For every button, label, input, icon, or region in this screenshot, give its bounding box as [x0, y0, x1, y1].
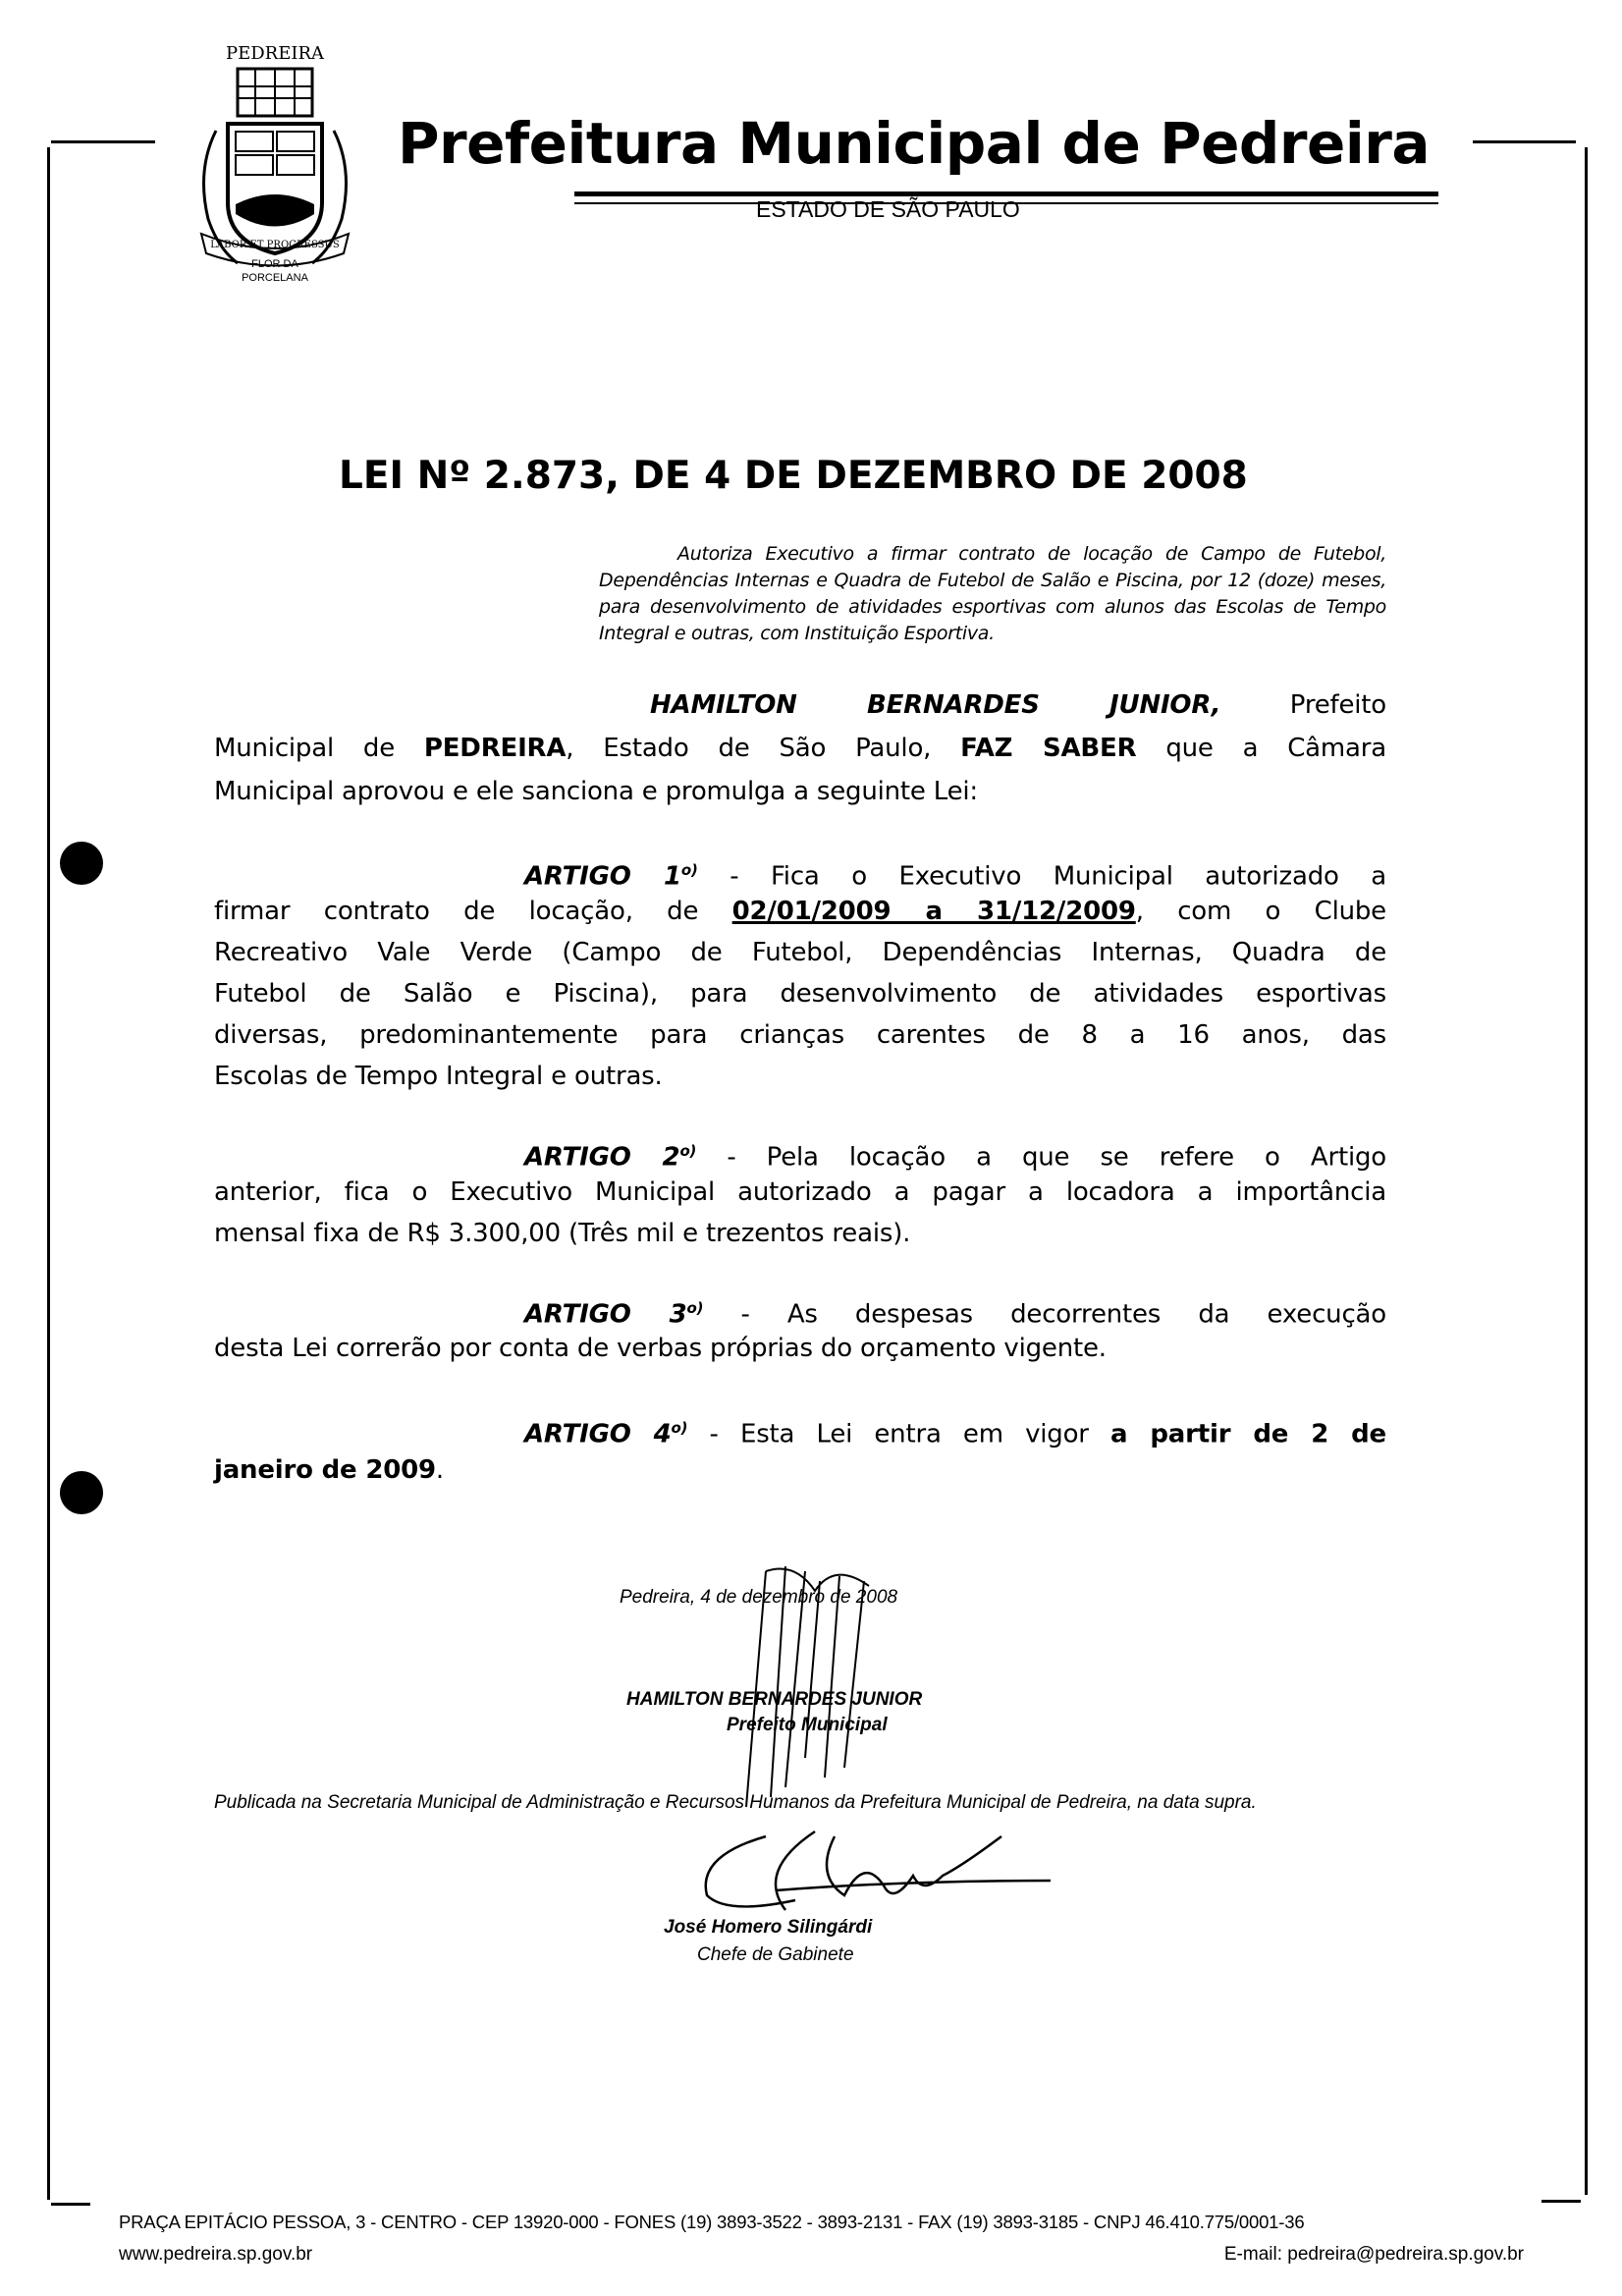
mayor-signature-name: HAMILTON BERNARDES JUNIOR [626, 1689, 923, 1710]
svg-text:FLOR DA: FLOR DA [251, 258, 298, 270]
text: janeiro de 2009 [214, 1455, 436, 1485]
text: o) [680, 861, 698, 879]
article-1-line [214, 890, 1386, 933]
text: o) [679, 1142, 697, 1160]
article-label: ARTIGO 4 [524, 1419, 672, 1449]
article-1-line: Futebol de Salão e Piscina), para desenvolvimento de atividades esportivas [214, 979, 1386, 1009]
text: FAZ SABER [960, 734, 1137, 763]
text: , com o Clube [1135, 897, 1386, 926]
text: PEDREIRA [423, 734, 567, 763]
article-1-line: Escolas de Tempo Integral e outras. [214, 1062, 663, 1091]
text: a partir de 2 de [1110, 1419, 1386, 1449]
coat-of-arms-logo [167, 37, 383, 283]
frame-top-right [1473, 140, 1576, 143]
text: - Pela locação a que se refere o Artigo [696, 1142, 1386, 1173]
svg-text:LABOR ET PROGRESSUS: LABOR ET PROGRESSUS [210, 240, 340, 250]
text: firmar contrato de locação, de [214, 897, 732, 926]
article-label: ARTIGO 2 [524, 1142, 680, 1173]
chief-signature-scribble [687, 1817, 1060, 1925]
frame-bottom-right [1541, 2200, 1581, 2203]
footer-website[interactable]: www.pedreira.sp.gov.br [119, 2244, 313, 2265]
page-title: Prefeitura Municipal de Pedreira [398, 110, 1430, 177]
mayor-signature-scribble [727, 1561, 923, 1817]
intro-line [650, 683, 1386, 727]
mayor-signature-role: Prefeito Municipal [727, 1715, 888, 1735]
mayor-name: HAMILTON BERNARDES JUNIOR, [650, 690, 1221, 720]
text: Municipal de [214, 734, 424, 763]
text: o) [671, 1419, 688, 1437]
svg-text:PEDREIRA: PEDREIRA [225, 43, 325, 64]
punch-hole [60, 1471, 103, 1514]
intro-line: Municipal aprovou e ele sanciona e promulga a seguinte Lei: [214, 777, 978, 806]
frame-top-left [51, 140, 155, 143]
contract-period: 02/01/2009 a 31/12/2009 [731, 897, 1136, 926]
frame-bottom-left [51, 2203, 90, 2206]
text: . [435, 1455, 444, 1485]
article-3-line: desta Lei correrão por conta de verbas próprias do orçamento vigente. [214, 1334, 1107, 1363]
chief-role: Chefe de Gabinete [697, 1944, 854, 1965]
state-subtitle: ESTADO DE SÃO PAULO [756, 196, 1020, 222]
text: o) [686, 1299, 704, 1317]
footer-address: PRAÇA EPITÁCIO PESSOA, 3 - CENTRO - CEP 13920-000 - FONES (19) 3893-3522 - 3893-2131 - FAX (19) 3893-3185 - CNPJ 46.410.775/0001-36 [119, 2212, 1305, 2232]
chief-name: José Homero Silingárdi [664, 1917, 873, 1938]
law-title: LEI Nº 2.873, DE 4 DE DEZEMBRO DE 2008 [339, 454, 1248, 498]
footer-email[interactable]: E-mail: pedreira@pedreira.sp.gov.br [1223, 2244, 1524, 2265]
text: Prefeito [1220, 690, 1387, 720]
publication-note: Publicada na Secretaria Municipal de Administração e Recursos Humanos da Prefeitura Municipal de Pedreira, na data supra. [214, 1792, 1257, 1813]
place-date: Pedreira, 4 de dezembro de 2008 [620, 1587, 898, 1608]
article-1-line: diversas, predominantemente para crianças carentes de 8 a 16 anos, das [214, 1020, 1386, 1050]
article-label: ARTIGO 1 [524, 861, 681, 892]
frame-left [47, 147, 50, 2200]
svg-text:PORCELANA: PORCELANA [242, 272, 308, 283]
article-1-line: Recreativo Vale Verde (Campo de Futebol, Dependências Internas, Quadra de [214, 938, 1386, 967]
frame-right [1585, 147, 1588, 2195]
law-summary: Autoriza Executivo a firmar contrato de locação de Campo de Futebol, Dependências Internas e Quadra de Futebol de Salão e Piscina, por 12 (doze) meses, para desenvolvimento de atividades esportivas com alunos das Escolas de Tempo Integral e outras, com Instituição Esportiva. [599, 543, 1386, 644]
article-2-line: anterior, fica o Executivo Municipal autorizado a pagar a locadora a importância [214, 1177, 1386, 1207]
text: - As despesas decorrentes da execução [703, 1299, 1386, 1330]
text: que a Câmara [1136, 734, 1386, 763]
article-label: ARTIGO 3 [524, 1299, 687, 1330]
text: - Esta Lei entra em vigor [687, 1419, 1111, 1449]
article-4-line [214, 1449, 1386, 1492]
text: , Estado de São Paulo, [566, 734, 961, 763]
intro-line [214, 727, 1386, 770]
text: - Fica o Executivo Municipal autorizado a [697, 861, 1386, 892]
article-2-line: mensal fixa de R$ 3.300,00 (Três mil e trezentos reais). [214, 1219, 911, 1248]
punch-hole [60, 842, 103, 885]
